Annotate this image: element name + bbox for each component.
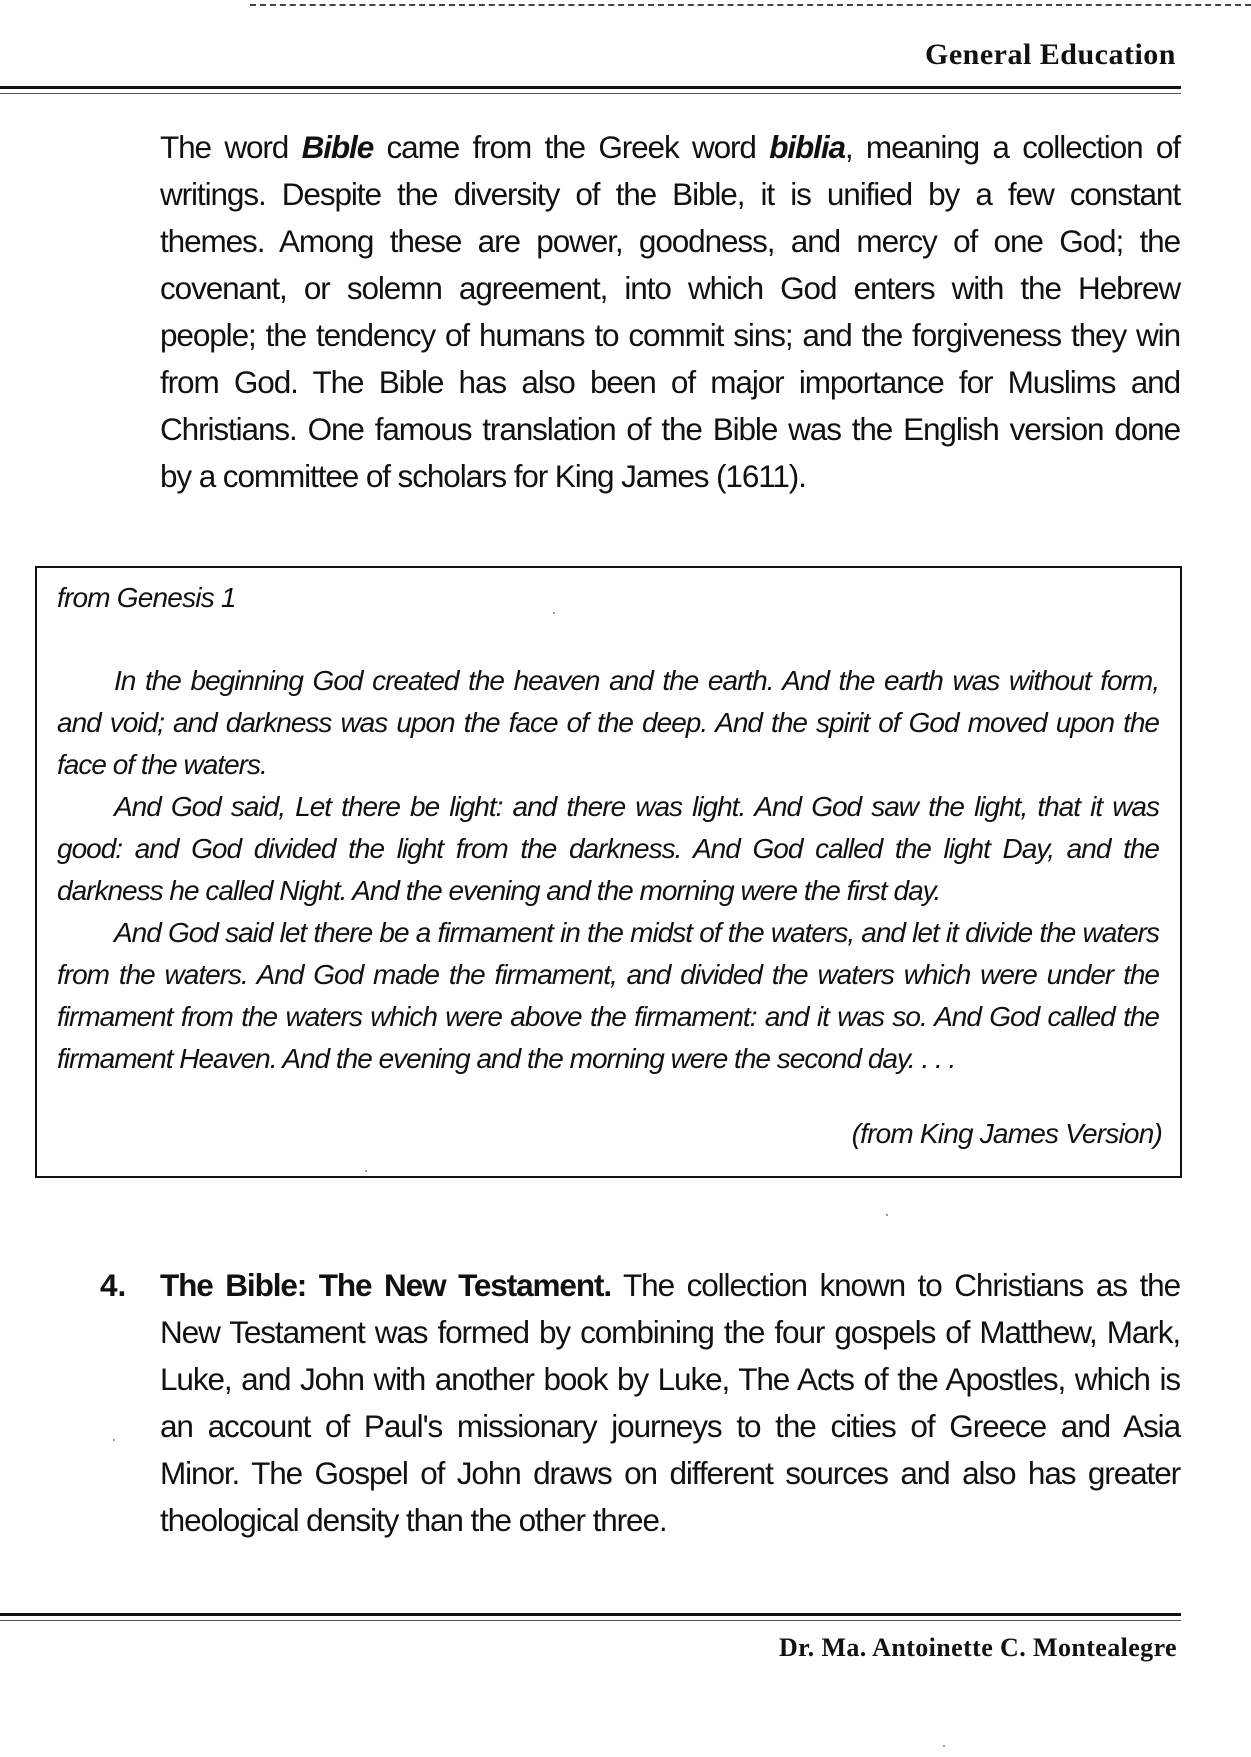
term-biblia: biblia	[769, 129, 845, 165]
running-header-title: General Education	[924, 38, 1176, 71]
genesis-excerpt-title: from Genesis 1	[57, 582, 236, 613]
intro-text-middle: came from the Greek word	[373, 129, 770, 165]
footer-author-name: Dr. Ma. Antoinette C. Montealegre	[778, 1633, 1177, 1662]
header-rule	[0, 86, 1181, 94]
section-number: 4.	[100, 1267, 127, 1303]
section-new-testament	[100, 1262, 1180, 1544]
genesis-verse-paragraph: And God said let there be a firmament in the midst of the waters, and let it divide the waters from the waters. And God made the firmament, and divided the waters which were under the firmament from the waters which were above the firmament: and it was so. And God called the firmament Heaven. And the evening and the morning were the second day. . . .	[57, 917, 1159, 1074]
section-heading: The Bible: The New Testament.	[160, 1267, 612, 1303]
genesis-verse-paragraph: In the beginning God created the heaven and the earth. And the earth was without form, and void; and darkness was upon the face of the deep. And the spirit of God moved upon the face of the waters.	[57, 665, 1159, 780]
term-bible: Bible	[301, 129, 374, 165]
intro-text-start: The word	[160, 129, 302, 165]
top-scan-dashes	[250, 4, 1251, 6]
footer-rule	[0, 1613, 1181, 1621]
genesis-excerpt-text	[57, 660, 1159, 1080]
scan-speck	[943, 1745, 945, 1747]
intro-text-rest: , meaning a collection of writings. Despite the diversity of the Bible, it is unified by a few constant themes. Among these are power, goodness, and mercy of one God; the covenant, or solemn agreement, into which God enters with the Hebrew people; the tendency of humans to commit sins; and the forgiveness they win from God. The Bible has also been of major importance for Muslims and Christians. One famous translation of the Bible was the English version done by a committee of scholars for King James (1611).	[160, 129, 1180, 494]
section-paragraph	[160, 1262, 1180, 1544]
scan-speck	[886, 1214, 888, 1216]
scan-speck	[365, 1170, 367, 1172]
scan-speck	[113, 1439, 115, 1441]
scan-speck	[553, 612, 555, 614]
genesis-verse-paragraph: And God said, Let there be light: and there was light. And God saw the light, that it was good: and God divided the light from the darkness. And God called the light Day, and the darkness he called Night. And the evening and the morning were the first day.	[57, 791, 1159, 906]
intro-paragraph	[160, 124, 1180, 500]
section-text: The collection known to Christians as the New Testament was formed by combining the four gospels of Matthew, Mark, Luke, and John with another book by Luke, The Acts of the Apostles, which is an account of Paul's missionary journeys to the cities of Greece and Asia Minor. The Gospel of John draws on different sources and also has greater theological density than the other three.	[160, 1267, 1180, 1538]
genesis-excerpt-box	[35, 566, 1182, 1178]
genesis-source-citation: (from King James Version)	[851, 1118, 1162, 1149]
